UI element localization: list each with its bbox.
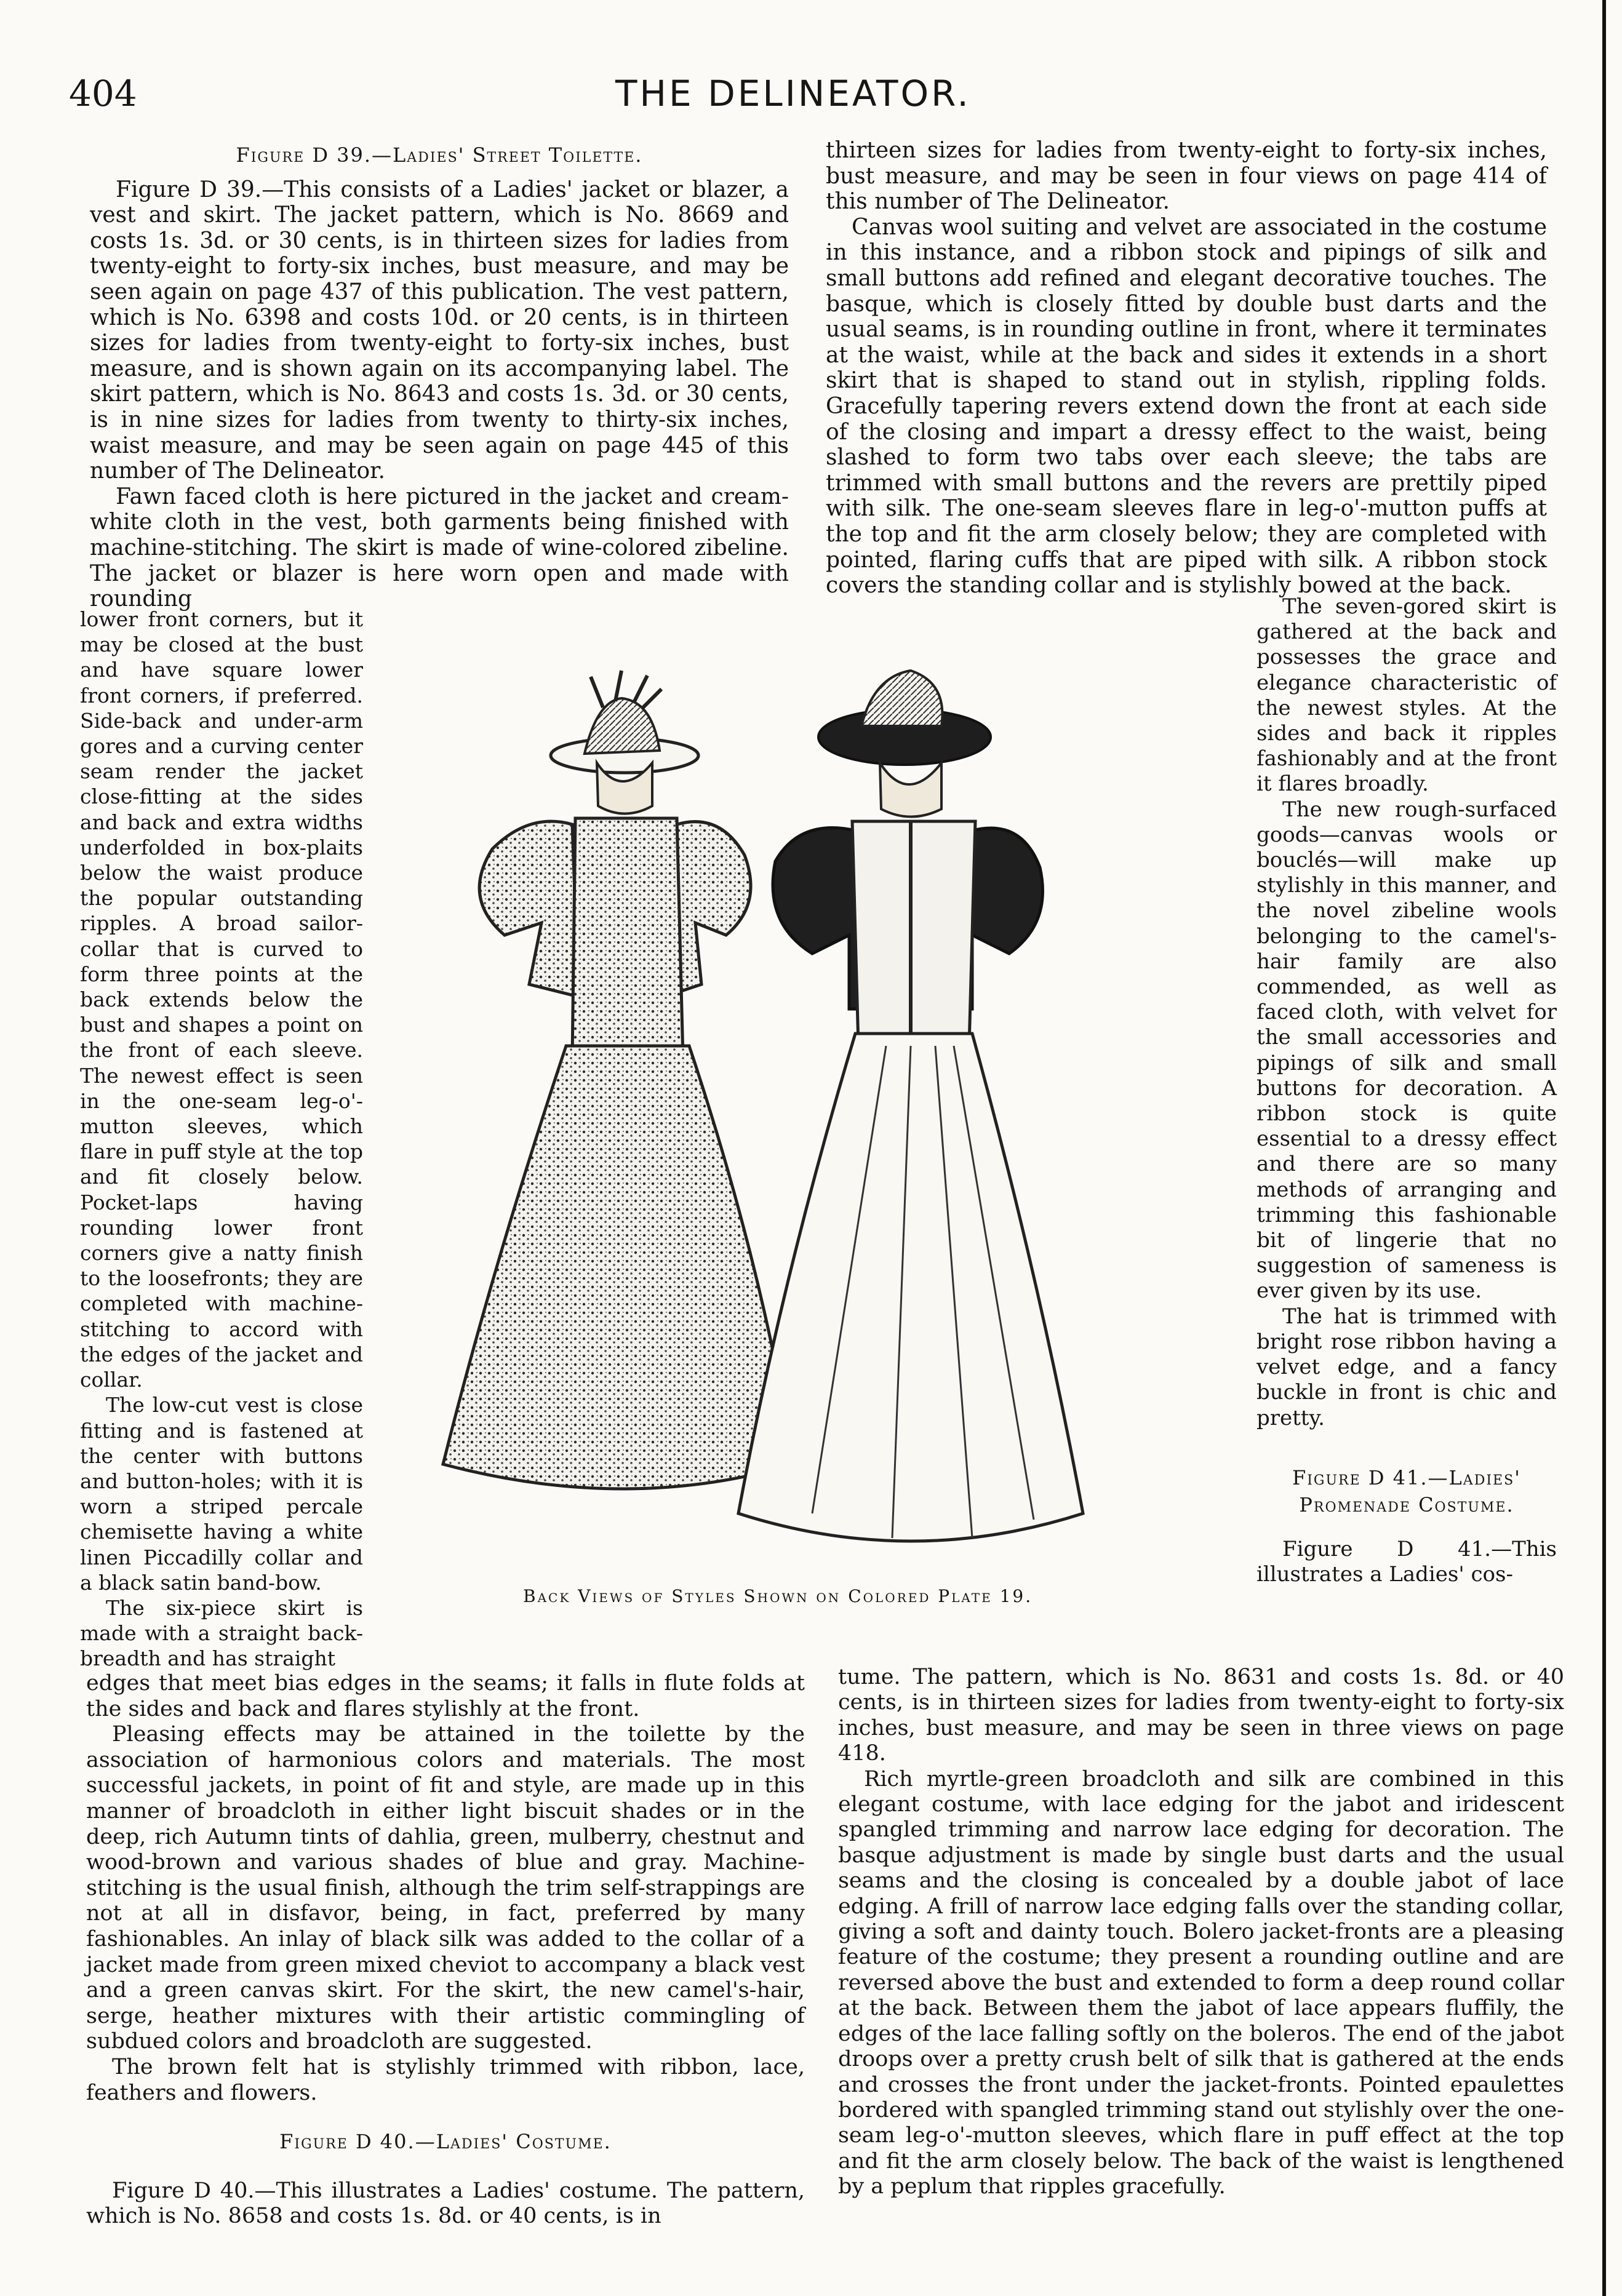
d41-paragraph-1: tume. The pattern, which is No. 8631 and costs 1s. 8d. or 40 cents, is in thirteen sizes for ladies from twenty-eight to forty-six inches, bust measure, and may be seen in three views on page 418. bbox=[838, 1665, 1564, 1766]
right-column-narrow bbox=[1256, 594, 1557, 1587]
right-column-top bbox=[826, 138, 1547, 599]
right-narrow-paragraph-1: The seven-gored skirt is gathered at the back and possesses the grace and elegance characteristic of the newest styles. At the sides and back it ripples fashionably and at the front it flares broadly. bbox=[1256, 594, 1557, 797]
figure-d40-heading: Figure D 40.—Ladies' Costume. bbox=[279, 2130, 612, 2154]
right-lady-figure bbox=[738, 671, 1083, 1541]
bottom-paragraph-3: The brown felt hat is stylishly trimmed with ribbon, lace, feathers and flowers. bbox=[86, 2054, 805, 2105]
figure-d41-heading: Figure D 41.—Ladies' Promenade Costume. bbox=[1292, 1465, 1521, 1517]
fashion-illustration bbox=[418, 664, 1268, 1587]
right-column-bottom bbox=[838, 1665, 1564, 2200]
d41-paragraph-2: Rich myrtle-green broadcloth and silk are combined in this elegant costume, with lace edging for the jabot and iridescent spangled trimming and narrow lace edging for decoration. The basque adjustment is made by single bust darts and the usual seams and the closing is concealed by a double jabot of lace edging. A frill of narrow lace edging falls over the standing collar, giving a soft and dainty touch. Bolero jacket-fronts are a pleasing feature of the costume; they present a rounding outline and are reversed above the bust and extended to form a deep round collar at the back. Between them the jabot of lace appears fluffily, the edges of the lace falling softly on the boleros. The end of the jabot droops over a pretty crush belt of silk that is gathered at the ends and crosses the front under the jacket-fronts. Pointed epaulettes bordered with spangled trimming stand out stylishly over the one-seam leg-o'-mutton sleeves, which flare in puff effect at the top and fit the arm closely below. The back of the waist is lengthened by a peplum that ripples gracefully. bbox=[838, 1766, 1564, 2199]
left-column-top bbox=[90, 143, 789, 612]
page-edge-rule bbox=[1602, 0, 1606, 2296]
narrow-paragraph-3: The six-piece skirt is made with a straight back-breadth and has straight bbox=[80, 1595, 363, 1671]
right-narrow-paragraph-2: The new rough-surfaced goods—canvas wools or bouclés—will make up stylishly in this manner, and the novel zibeline wools belonging to the camel's-hair family are also commended, as well as faced cloth, with velvet for the small accessories and pipings of silk and small buttons for decoration. A ribbon stock is quite essential to a dressy effect and there are so many methods of arranging and trimming this fashionable bit of lingerie that no suggestion of sameness is ever given by its use. bbox=[1256, 797, 1557, 1304]
narrow-paragraph-2: The low-cut vest is close fitting and is fastened at the center with buttons and button-holes; with it is worn a striped percale chemisette having a white linen Piccadilly collar and a black satin band-bow. bbox=[80, 1393, 363, 1595]
figure-d39-paragraph-2: Fawn faced cloth is here pictured in the jacket and cream-white cloth in the vest, both garments being finished with machine-stitching. The skirt is made of wine-colored zibeline. The jacket or blazer is here worn open and made with rounding bbox=[90, 484, 789, 612]
figure-d39-heading: Figure D 39.—Ladies' Street Toilette. bbox=[236, 143, 643, 167]
bottom-paragraph-2: Pleasing effects may be attained in the toilette by the association of harmonious colors and materials. The most successful jackets, in point of fit and style, are made up in this manner of broadcloth in either light biscuit shades or in the deep, rich Autumn tints of dahlia, green, mulberry, chestnut and wood-brown and various shades of blue and gray. Machine-stitching is the usual finish, although the trim self-strappings are not at all in disfavor, being, in fact, preferred by many fashionables. An inlay of black silk was added to the collar of a jacket made from green mixed cheviot to accompany a black vest and a green canvas skirt. For the skirt, the new camel's-hair, serge, heather mixtures with their artistic commingling of subdued colors and broadcloth are suggested. bbox=[86, 1722, 805, 2054]
left-lady-figure bbox=[443, 671, 794, 1489]
page-title: THE DELINEATOR. bbox=[615, 73, 971, 114]
bottom-paragraph-1: edges that meet bias edges in the seams; it falls in flute folds at the sides and back and flares stylishly at the front. bbox=[86, 1671, 805, 1721]
left-column-bottom bbox=[86, 1671, 805, 2230]
right-paragraph-1: thirteen sizes for ladies from twenty-eight to forty-six inches, bust measure, and may be seen in four views on page 414 of this number of The Delineator. bbox=[826, 138, 1547, 215]
illustration-caption: Back Views of Styles Shown on Colored Plate 19. bbox=[523, 1586, 1033, 1606]
page-number: 404 bbox=[69, 73, 137, 114]
narrow-paragraph-1: lower front corners, but it may be closed at the bust and have square lower front corners, if preferred. Side-back and under-arm gores and a curving center seam render the jacket close-fitting at the sides and back and extra widths underfolded in box-plaits below the waist produce the popular outstanding ripples. A broad sailor-collar that is curved to form three points at the back extends below the bust and shapes a point on the front of each sleeve. The newest effect is seen in the one-seam leg-o'-mutton sleeves, which flare in puff style at the top and fit closely below. Pocket-laps having rounding lower front corners give a natty finish to the loosefronts; they are completed with machine-stitching to accord with the edges of the jacket and collar. bbox=[80, 607, 363, 1392]
right-paragraph-2: Canvas wool suiting and velvet are associated in the costume in this instance, and a ribbon stock and pipings of silk and small buttons add refined and elegant decorative touches. The basque, which is closely fitted by double bust darts and the usual seams, is in rounding outline in front, where it terminates at the waist, while at the back and sides it extends in a short skirt that is shaped to stand out in stylish, rippling folds. Gracefully tapering revers extend down the front at each side of the closing and impart a dressy effect to the waist, being slashed to form two tabs over each sleeve; the tabs are trimmed with small buttons and the revers are prettily piped with silk. The one-seam sleeves flare in leg-o'-mutton puffs at the top and fit the arm closely below; they are completed with pointed, flaring cuffs that are piped with silk. A ribbon stock covers the standing collar and is stylishly bowed at the back. bbox=[826, 214, 1547, 599]
figure-d40-paragraph: Figure D 40.—This illustrates a Ladies' costume. The pattern, which is No. 8658 and costs 1s. 8d. or 40 cents, is in bbox=[86, 2178, 805, 2229]
right-narrow-paragraph-3: The hat is trimmed with bright rose ribbon having a velvet edge, and a fancy buckle in front is chic and pretty. bbox=[1256, 1304, 1557, 1430]
left-column-narrow bbox=[80, 607, 363, 1672]
figure-d41-paragraph: Figure D 41.—This illustrates a Ladies' cos- bbox=[1256, 1536, 1557, 1587]
figure-d39-paragraph-1: Figure D 39.—This consists of a Ladies' jacket or blazer, a vest and skirt. The jacket pattern, which is No. 8669 and costs 1s. 3d. or 30 cents, is in thirteen sizes for ladies from twenty-eight to forty-six inches, bust measure, and may be seen again on page 437 of this publication. The vest pattern, which is No. 6398 and costs 10d. or 20 cents, is in thirteen sizes for ladies from twenty-eight to forty-six inches, bust measure, and is shown again on its accompanying label. The skirt pattern, which is No. 8643 and costs 1s. 3d. or 30 cents, is in nine sizes for ladies from twenty to thirty-six inches, waist measure, and may be seen again on page 445 of this number of The Delineator. bbox=[90, 177, 789, 484]
